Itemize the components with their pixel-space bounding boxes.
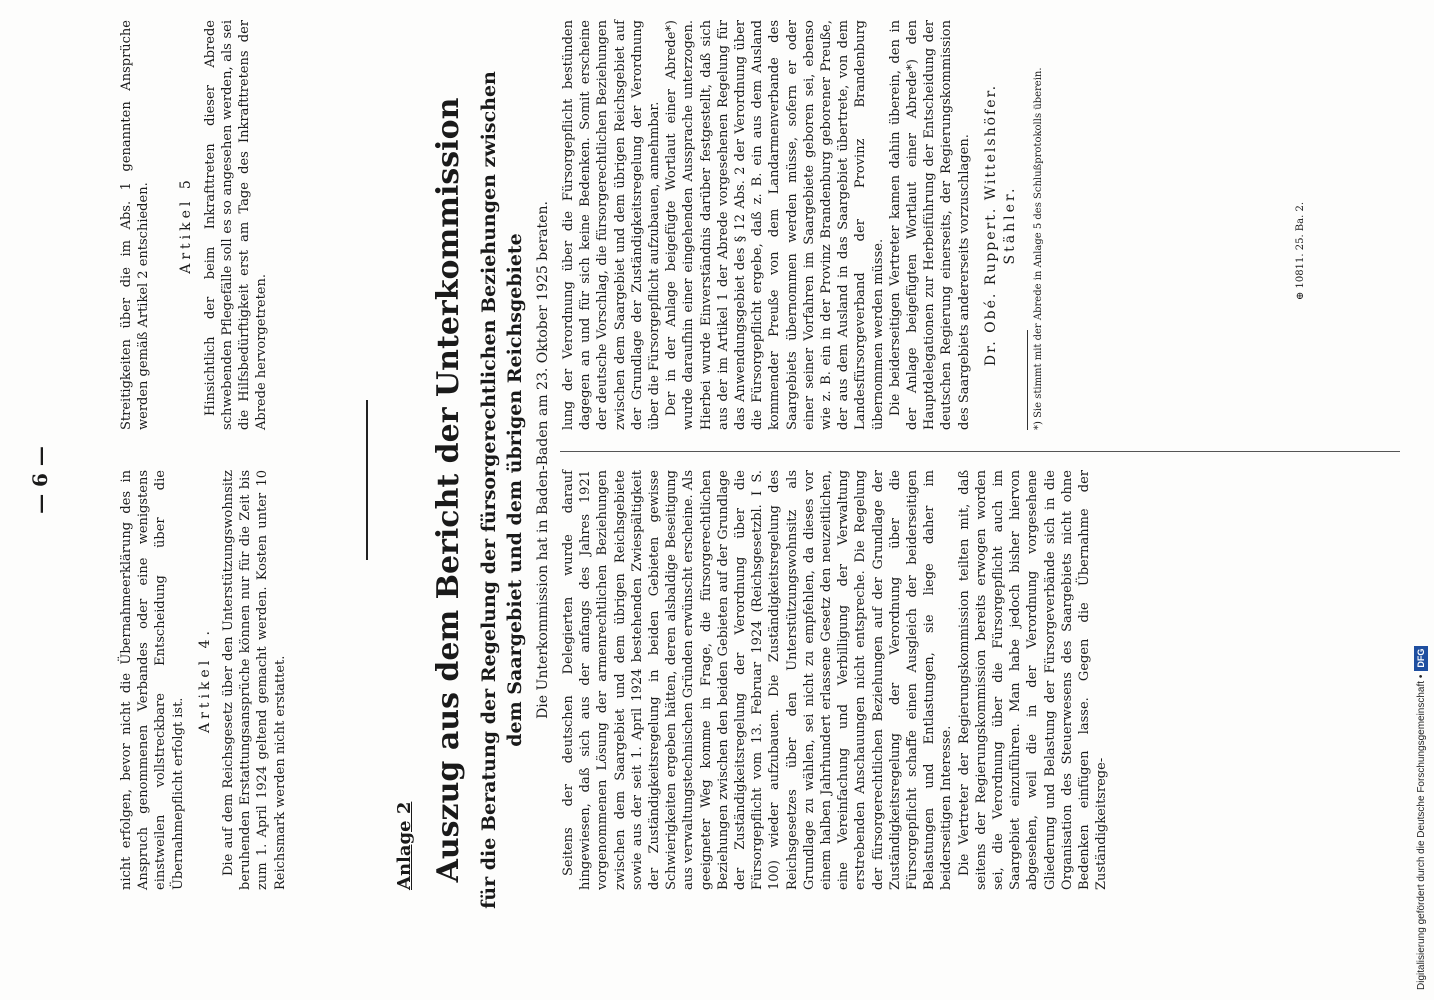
body-paragraph: Seitens der deutschen Delegierten wurde darauf hingewiesen, daß sich aus der anfangs des Jahres 1921 vorgenommenen Lösung der armenrechtlichen Beziehungen zwischen dem Saargebiet und dem übrigen Reichsgebiete sowie aus der seit 1. April 1924 bestehenden Zwiespältigkeit der Zuständigkeitsregelung in beiden Gebieten gewisse Schwierigkeiten ergeben hätten, deren alsbaldige Beseitigung aus verwaltungstechnischen Gründen erwünscht erscheine. Als geeigneter Weg komme in Frage, die fürsorgerechtlichen Beziehungen zwischen den beiden Gebieten auf der Grundlage der Zuständigkeitsregelung der Verordnung über die Fürsorgepflicht vom 13. Februar 1924 (Reichsgesetzbl. I S. 100) wieder aufzubauen. Die Zuständigkeitsregelung des Reichsgesetzes über den Unterstützungswohnsitz als Grundlage zu wählen, sei nicht zu empfehlen, da dieses vor einem halben Jahrhundert erlassene Gesetz den neuzeitlichen, eine Vereinfachung und Verbilligung der Verwaltung erstrebenden Anschauungen nicht entspreche. Die Regelung der fürsorgerechtlichen Beziehungen auf der Grundlage der Zuständigkeitsregelung der Verordnung über die Fürsorgepflicht schaffe einen Ausgleich der beiderseitigen Belastungen und Entlastungen, sie liege daher im beiderseitigen Interesse. bbox=[561, 470, 955, 890]
lower-left-column bbox=[560, 470, 1111, 890]
footnote: *) Sie stimmt mit der Abrede in Anlage 5 des Schlußprotokolls überein. bbox=[1033, 67, 1045, 430]
signature-names: Dr. Obé. Ruppert. Wittelshöfer. bbox=[982, 83, 999, 367]
article-5-text: Hinsichtlich der beim Inkrafttreten dieser Abrede schwebenden Pflegefälle soll es so angesehen werden, als sei die Hilfsbedürftigkeit erst am Tage des Inkrafttretens der Abrede hervorgetreten. bbox=[202, 20, 270, 430]
upper-right-column bbox=[118, 20, 270, 430]
print-mark: ⊕ 10811. 25. Ba. 2. bbox=[1295, 201, 1306, 300]
article-4-text: Die auf dem Reichsgesetz über den Unterstützungswohnsitz beruhenden Erstattungsansprüche können nur für die Zeit bis zum 1. April 1924 geltend gemacht werden. Kosten unter 10 Reichsmark werden nicht erstattet. bbox=[221, 470, 288, 890]
body-paragraph: lung der Verordnung über die Fürsorgepflicht bestünden dagegen an und für sich keine Bedenken. Somit erscheine der deutsche Vorschlag, die fürsorgerechtlichen Beziehungen zwischen dem Saargebiet und dem übrigen Reichsgebiet auf der Grundlage der Zuständigkeitsregelung der Verordnung über die Fürsorgepflicht aufzubauen, annehmbar. bbox=[561, 20, 663, 430]
page-number: — 6 — bbox=[28, 446, 52, 514]
continuation-text-left: nicht erfolgen, bevor nicht die Übernahmeerklärung des in Anspruch genommenen Verbandes oder eine wenigstens einstweilen vollstreckbare Entscheidung über die Übernahmepflicht erfolgt ist. bbox=[119, 470, 186, 890]
lower-right-column bbox=[560, 20, 1045, 430]
body-paragraph: Die beiderseitigen Vertreter kamen dahin überein, den in der Anlage beigefügten Wortlaut einer Abrede*) den Hauptdelegationen zur Herbeiführung der Entscheidung der deutschen Regierung einerseits, der Regierungskommission des Saargebiets andererseits vorzuschlagen. bbox=[887, 20, 972, 430]
meeting-line: Die Unterkommission hat in Baden-Baden am 23. Oktober 1925 beraten. bbox=[535, 201, 551, 719]
article-5-heading: Artikel 5 bbox=[178, 176, 195, 274]
column-divider bbox=[560, 451, 1400, 452]
article-4-heading: Artikel 4. bbox=[196, 627, 213, 733]
footnote-rule bbox=[1027, 330, 1028, 430]
separator-rule bbox=[366, 400, 368, 560]
digitization-notice bbox=[1412, 10, 1432, 990]
upper-left-column bbox=[118, 470, 289, 890]
body-paragraph: Die Vertreter der Regierungskommission teilten mit, daß seitens der Regierungskommission bereits erwogen worden sei, die Verordnung über die Fürsorgepflicht auch im Saargebiet einzuführen. Man habe jedoch bisher hiervon abgesehen, weil die in der Verordnung vorgesehene Gliederung und Belastung der Fürsorgeverbände sich in die Organisation des Steuerwesens des Saargebiets nicht ohne Bedenken einfügen lasse. Gegen die Übernahme der Zuständigkeitsrege- bbox=[956, 470, 1110, 890]
annex-label: Anlage 2 bbox=[394, 801, 415, 890]
continuation-text-right: Streitigkeiten über die im Abs. 1 genannten Ansprüche werden gemäß Artikel 2 entschieden. bbox=[119, 20, 152, 430]
dfg-logo: DFG bbox=[1414, 646, 1428, 671]
body-paragraph: Der in der Anlage beigefügte Wortlaut einer Abrede*) wurde daraufhin einer eingehenden Aussprache unterzogen. Hierbei wurde Einverständnis darüber festgestellt, daß sich aus der im Artikel 1 der Abrede vorgesehenen Regelung für das Anwendungsgebiet des § 12 Abs. 2 der Verordnung über die Fürsorgepflicht ergebe, daß z. B. ein aus dem Ausland kommender Preuße von dem Landarmenverbande des Saargebiets übernommen werden müsse, sofern er oder einer seiner Vorfahren im Saargebiete geboren sei, ebenso wie z. B. ein in der Provinz Brandenburg geborener Preuße, der aus dem Ausland in das Saargebiet übertrete, von dem Landesfürsorgeverband der Provinz Brandenburg übernommen werden müsse. bbox=[664, 20, 886, 430]
signature-name-second: Stähler. bbox=[1002, 185, 1019, 265]
main-title: Auszug aus dem Bericht der Unterkommission bbox=[431, 97, 466, 883]
subtitle: für die Beratung der Regelung der fürsorgerechtlichen Beziehungen zwischen dem Saargebiet und dem übrigen Reichsgebiete bbox=[478, 71, 526, 909]
digitization-text: Digitalisierung gefördert durch die Deutsche Forschungsgemeinschaft • bbox=[1416, 674, 1427, 990]
